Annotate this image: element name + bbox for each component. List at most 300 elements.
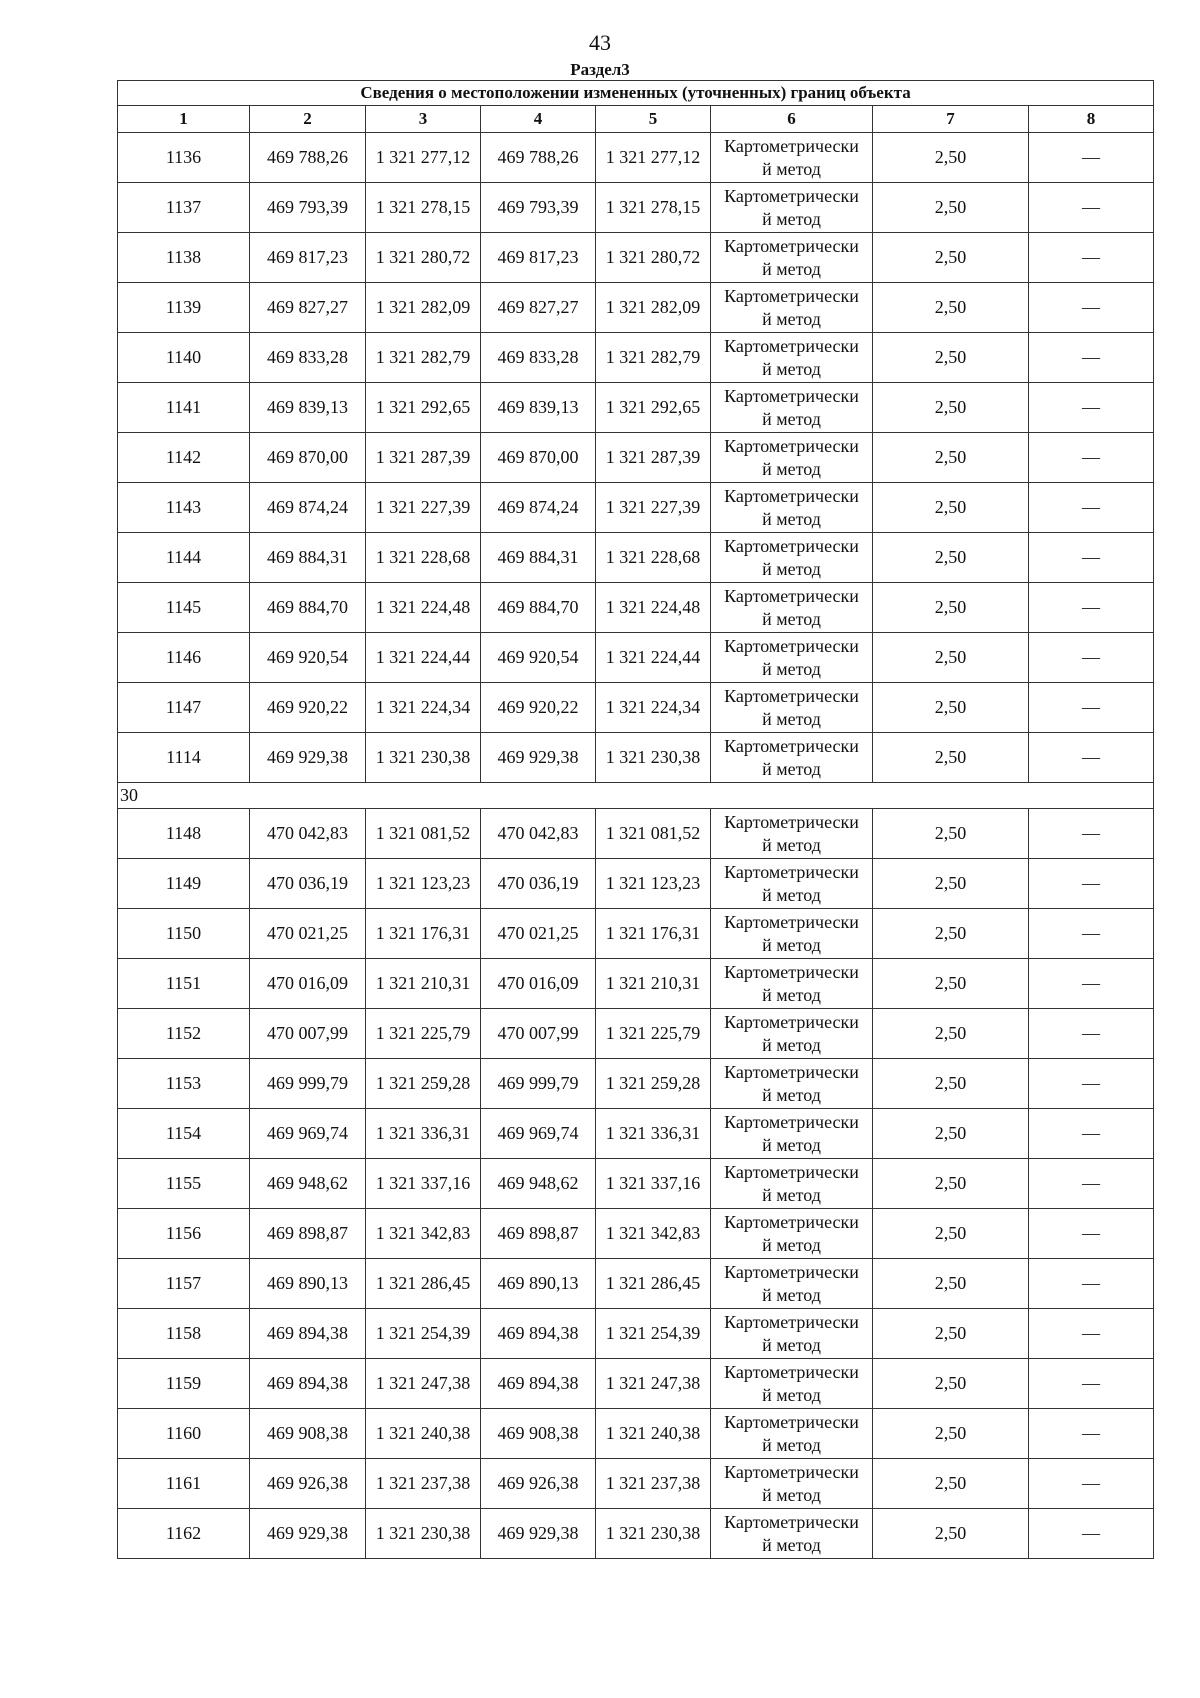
point-number: 1161 (118, 1459, 250, 1509)
accuracy-value: 2,50 (873, 183, 1029, 233)
method-text: Картометрически (724, 385, 859, 406)
method-text: Картометрически (724, 635, 859, 656)
y-coordinate-new: 1 321 224,48 (596, 583, 711, 633)
column-header: 3 (366, 106, 481, 133)
x-coordinate-new: 469 920,54 (481, 633, 596, 683)
accuracy-value: 2,50 (873, 283, 1029, 333)
description-cell: — (1029, 433, 1154, 483)
x-coordinate: 469 999,79 (250, 1059, 366, 1109)
x-coordinate-new: 469 788,26 (481, 133, 596, 183)
x-coordinate-new: 469 999,79 (481, 1059, 596, 1109)
column-header: 2 (250, 106, 366, 133)
y-coordinate: 1 321 286,45 (366, 1259, 481, 1309)
method-text: Картометрически (724, 1161, 859, 1182)
x-coordinate: 469 884,31 (250, 533, 366, 583)
method-cell (711, 1009, 873, 1059)
method-text: Картометрически (724, 485, 859, 506)
y-coordinate: 1 321 337,16 (366, 1159, 481, 1209)
description-cell: — (1029, 1159, 1154, 1209)
y-coordinate: 1 321 210,31 (366, 959, 481, 1009)
y-coordinate: 1 321 277,12 (366, 133, 481, 183)
description-cell: — (1029, 633, 1154, 683)
point-number: 1152 (118, 1009, 250, 1059)
y-coordinate: 1 321 176,31 (366, 909, 481, 959)
contour-number: 30 (118, 783, 1154, 809)
point-number: 1147 (118, 683, 250, 733)
method-text: Картометрически (724, 335, 859, 356)
y-coordinate-new: 1 321 224,44 (596, 633, 711, 683)
point-number: 1150 (118, 909, 250, 959)
description-cell: — (1029, 1509, 1154, 1559)
method-cell (711, 533, 873, 583)
method-text: Картометрически (724, 811, 859, 832)
accuracy-value: 2,50 (873, 133, 1029, 183)
method-text: й метод (762, 308, 821, 329)
y-coordinate-new: 1 321 224,34 (596, 683, 711, 733)
method-cell (711, 1309, 873, 1359)
method-cell (711, 859, 873, 909)
x-coordinate-new: 469 926,38 (481, 1459, 596, 1509)
method-text: й метод (762, 1434, 821, 1455)
method-cell (711, 1259, 873, 1309)
description-cell: — (1029, 383, 1154, 433)
table-row (118, 809, 1154, 859)
x-coordinate: 469 884,70 (250, 583, 366, 633)
accuracy-value: 2,50 (873, 683, 1029, 733)
method-text: й метод (762, 984, 821, 1005)
y-coordinate-new: 1 321 230,38 (596, 1509, 711, 1559)
point-number: 1141 (118, 383, 250, 433)
description-cell: — (1029, 533, 1154, 583)
column-header: 8 (1029, 106, 1154, 133)
method-text: Картометрически (724, 1461, 859, 1482)
accuracy-value: 2,50 (873, 233, 1029, 283)
x-coordinate: 469 908,38 (250, 1409, 366, 1459)
point-number: 1140 (118, 333, 250, 383)
method-cell (711, 1409, 873, 1459)
x-coordinate: 469 833,28 (250, 333, 366, 383)
y-coordinate-new: 1 321 176,31 (596, 909, 711, 959)
y-coordinate-new: 1 321 292,65 (596, 383, 711, 433)
accuracy-value: 2,50 (873, 583, 1029, 633)
description-cell: — (1029, 909, 1154, 959)
table-row (118, 233, 1154, 283)
coordinates-table (117, 80, 1154, 1559)
method-text: й метод (762, 608, 821, 629)
method-text: Картометрически (724, 961, 859, 982)
accuracy-value: 2,50 (873, 1409, 1029, 1459)
point-number: 1114 (118, 733, 250, 783)
description-cell: — (1029, 483, 1154, 533)
y-coordinate: 1 321 280,72 (366, 233, 481, 283)
point-number: 1160 (118, 1409, 250, 1459)
method-cell (711, 383, 873, 433)
point-number: 1154 (118, 1109, 250, 1159)
y-coordinate-new: 1 321 247,38 (596, 1359, 711, 1409)
point-number: 1143 (118, 483, 250, 533)
column-header-row (118, 106, 1154, 133)
y-coordinate: 1 321 254,39 (366, 1309, 481, 1359)
x-coordinate-new: 469 894,38 (481, 1359, 596, 1409)
method-text: Картометрически (724, 1511, 859, 1532)
table-row (118, 583, 1154, 633)
accuracy-value: 2,50 (873, 533, 1029, 583)
description-cell: — (1029, 1059, 1154, 1109)
method-text: й метод (762, 358, 821, 379)
table-row (118, 1159, 1154, 1209)
x-coordinate: 469 817,23 (250, 233, 366, 283)
method-cell (711, 233, 873, 283)
group-row (118, 783, 1154, 809)
method-text: й метод (762, 458, 821, 479)
method-text: й метод (762, 1384, 821, 1405)
description-cell: — (1029, 683, 1154, 733)
y-coordinate: 1 321 224,44 (366, 633, 481, 683)
description-cell: — (1029, 1259, 1154, 1309)
y-coordinate-new: 1 321 237,38 (596, 1459, 711, 1509)
method-cell (711, 183, 873, 233)
x-coordinate-new: 469 884,70 (481, 583, 596, 633)
x-coordinate: 469 890,13 (250, 1259, 366, 1309)
method-text: й метод (762, 208, 821, 229)
y-coordinate-new: 1 321 342,83 (596, 1209, 711, 1259)
section-title: Раздел3 (570, 60, 630, 79)
method-text: Картометрически (724, 1361, 859, 1382)
method-text: Картометрически (724, 535, 859, 556)
y-coordinate: 1 321 247,38 (366, 1359, 481, 1409)
table-row (118, 183, 1154, 233)
column-header: 1 (118, 106, 250, 133)
x-coordinate-new: 469 920,22 (481, 683, 596, 733)
accuracy-value: 2,50 (873, 1159, 1029, 1209)
method-text: й метод (762, 1534, 821, 1555)
method-cell (711, 483, 873, 533)
method-text: Картометрически (724, 585, 859, 606)
method-text: й метод (762, 158, 821, 179)
x-coordinate-new: 469 833,28 (481, 333, 596, 383)
y-coordinate-new: 1 321 254,39 (596, 1309, 711, 1359)
method-text: й метод (762, 508, 821, 529)
y-coordinate: 1 321 081,52 (366, 809, 481, 859)
accuracy-value: 2,50 (873, 483, 1029, 533)
accuracy-value: 2,50 (873, 1459, 1029, 1509)
y-coordinate-new: 1 321 337,16 (596, 1159, 711, 1209)
x-coordinate: 470 016,09 (250, 959, 366, 1009)
method-text: й метод (762, 1134, 821, 1155)
method-text: й метод (762, 1284, 821, 1305)
description-cell: — (1029, 1309, 1154, 1359)
y-coordinate: 1 321 282,79 (366, 333, 481, 383)
x-coordinate: 469 929,38 (250, 733, 366, 783)
table-row (118, 283, 1154, 333)
description-cell: — (1029, 1409, 1154, 1459)
y-coordinate: 1 321 237,38 (366, 1459, 481, 1509)
method-text: й метод (762, 884, 821, 905)
method-text: Картометрически (724, 285, 859, 306)
x-coordinate: 469 827,27 (250, 283, 366, 333)
method-cell (711, 333, 873, 383)
method-text: й метод (762, 658, 821, 679)
x-coordinate: 470 042,83 (250, 809, 366, 859)
table-row (118, 1209, 1154, 1259)
method-text: Картометрически (724, 1411, 859, 1432)
table-row (118, 909, 1154, 959)
x-coordinate-new: 469 793,39 (481, 183, 596, 233)
x-coordinate-new: 470 016,09 (481, 959, 596, 1009)
x-coordinate-new: 469 817,23 (481, 233, 596, 283)
table-row (118, 1309, 1154, 1359)
point-number: 1148 (118, 809, 250, 859)
description-cell: — (1029, 733, 1154, 783)
method-text: Картометрически (724, 861, 859, 882)
point-number: 1156 (118, 1209, 250, 1259)
x-coordinate-new: 470 036,19 (481, 859, 596, 909)
point-number: 1157 (118, 1259, 250, 1309)
point-number: 1137 (118, 183, 250, 233)
description-cell: — (1029, 333, 1154, 383)
x-coordinate-new: 469 874,24 (481, 483, 596, 533)
x-coordinate-new: 470 042,83 (481, 809, 596, 859)
x-coordinate: 469 788,26 (250, 133, 366, 183)
x-coordinate-new: 469 898,87 (481, 1209, 596, 1259)
x-coordinate: 469 894,38 (250, 1359, 366, 1409)
table-row (118, 633, 1154, 683)
point-number: 1139 (118, 283, 250, 333)
y-coordinate-new: 1 321 123,23 (596, 859, 711, 909)
method-cell (711, 1159, 873, 1209)
method-text: й метод (762, 708, 821, 729)
y-coordinate: 1 321 292,65 (366, 383, 481, 433)
method-text: й метод (762, 1084, 821, 1105)
accuracy-value: 2,50 (873, 1059, 1029, 1109)
description-cell: — (1029, 1459, 1154, 1509)
description-cell: — (1029, 233, 1154, 283)
x-coordinate-new: 469 890,13 (481, 1259, 596, 1309)
method-cell (711, 733, 873, 783)
accuracy-value: 2,50 (873, 1259, 1029, 1309)
x-coordinate: 469 926,38 (250, 1459, 366, 1509)
table-row (118, 1259, 1154, 1309)
description-cell: — (1029, 283, 1154, 333)
method-text: Картометрически (724, 1111, 859, 1132)
point-number: 1144 (118, 533, 250, 583)
y-coordinate-new: 1 321 282,79 (596, 333, 711, 383)
method-cell (711, 583, 873, 633)
method-text: й метод (762, 1484, 821, 1505)
point-number: 1136 (118, 133, 250, 183)
point-number: 1153 (118, 1059, 250, 1109)
method-text: Картометрически (724, 911, 859, 932)
accuracy-value: 2,50 (873, 1309, 1029, 1359)
method-text: Картометрически (724, 1211, 859, 1232)
y-coordinate-new: 1 321 278,15 (596, 183, 711, 233)
method-cell (711, 959, 873, 1009)
method-text: Картометрически (724, 1061, 859, 1082)
y-coordinate-new: 1 321 227,39 (596, 483, 711, 533)
point-number: 1158 (118, 1309, 250, 1359)
x-coordinate-new: 469 884,31 (481, 533, 596, 583)
x-coordinate-new: 469 894,38 (481, 1309, 596, 1359)
table-row (118, 1059, 1154, 1109)
y-coordinate: 1 321 342,83 (366, 1209, 481, 1259)
method-text: й метод (762, 1034, 821, 1055)
y-coordinate: 1 321 259,28 (366, 1059, 481, 1109)
method-text: й метод (762, 1234, 821, 1255)
method-text: й метод (762, 558, 821, 579)
description-cell: — (1029, 583, 1154, 633)
y-coordinate-new: 1 321 259,28 (596, 1059, 711, 1109)
x-coordinate: 469 898,87 (250, 1209, 366, 1259)
method-text: Картометрически (724, 1311, 859, 1332)
accuracy-value: 2,50 (873, 909, 1029, 959)
description-cell: — (1029, 1209, 1154, 1259)
y-coordinate: 1 321 278,15 (366, 183, 481, 233)
accuracy-value: 2,50 (873, 1209, 1029, 1259)
accuracy-value: 2,50 (873, 633, 1029, 683)
method-text: Картометрически (724, 1261, 859, 1282)
accuracy-value: 2,50 (873, 733, 1029, 783)
accuracy-value: 2,50 (873, 1009, 1029, 1059)
description-cell: — (1029, 1359, 1154, 1409)
description-cell: — (1029, 183, 1154, 233)
x-coordinate: 469 874,24 (250, 483, 366, 533)
x-coordinate: 469 894,38 (250, 1309, 366, 1359)
method-text: й метод (762, 934, 821, 955)
x-coordinate: 470 021,25 (250, 909, 366, 959)
x-coordinate-new: 469 948,62 (481, 1159, 596, 1209)
description-cell: — (1029, 859, 1154, 909)
point-number: 1159 (118, 1359, 250, 1409)
table-row (118, 1509, 1154, 1559)
method-cell (711, 683, 873, 733)
method-text: й метод (762, 1184, 821, 1205)
method-text: Картометрически (724, 435, 859, 456)
table-row (118, 383, 1154, 433)
point-number: 1149 (118, 859, 250, 909)
y-coordinate-new: 1 321 228,68 (596, 533, 711, 583)
table-row (118, 133, 1154, 183)
y-coordinate-new: 1 321 240,38 (596, 1409, 711, 1459)
table-row (118, 533, 1154, 583)
x-coordinate-new: 469 870,00 (481, 433, 596, 483)
x-coordinate: 469 793,39 (250, 183, 366, 233)
method-text: й метод (762, 758, 821, 779)
y-coordinate: 1 321 336,31 (366, 1109, 481, 1159)
y-coordinate: 1 321 240,38 (366, 1409, 481, 1459)
y-coordinate-new: 1 321 336,31 (596, 1109, 711, 1159)
description-cell: — (1029, 1109, 1154, 1159)
y-coordinate: 1 321 287,39 (366, 433, 481, 483)
accuracy-value: 2,50 (873, 1109, 1029, 1159)
description-cell: — (1029, 133, 1154, 183)
x-coordinate-new: 469 929,38 (481, 733, 596, 783)
table-row (118, 1359, 1154, 1409)
x-coordinate-new: 469 827,27 (481, 283, 596, 333)
method-text: Картометрически (724, 235, 859, 256)
y-coordinate: 1 321 227,39 (366, 483, 481, 533)
y-coordinate-new: 1 321 277,12 (596, 133, 711, 183)
x-coordinate: 470 036,19 (250, 859, 366, 909)
accuracy-value: 2,50 (873, 433, 1029, 483)
point-number: 1151 (118, 959, 250, 1009)
y-coordinate-new: 1 321 282,09 (596, 283, 711, 333)
accuracy-value: 2,50 (873, 333, 1029, 383)
accuracy-value: 2,50 (873, 809, 1029, 859)
method-cell (711, 1209, 873, 1259)
table-row (118, 859, 1154, 909)
y-coordinate: 1 321 230,38 (366, 733, 481, 783)
x-coordinate: 469 920,22 (250, 683, 366, 733)
method-cell (711, 1059, 873, 1109)
column-header: 6 (711, 106, 873, 133)
table-caption: Сведения о местоположении измененных (уточненных) границ объекта (118, 81, 1154, 106)
y-coordinate: 1 321 224,34 (366, 683, 481, 733)
method-text: Картометрически (724, 185, 859, 206)
column-header: 5 (596, 106, 711, 133)
accuracy-value: 2,50 (873, 1509, 1029, 1559)
point-number: 1155 (118, 1159, 250, 1209)
y-coordinate: 1 321 123,23 (366, 859, 481, 909)
point-number: 1145 (118, 583, 250, 633)
table-row (118, 733, 1154, 783)
y-coordinate-new: 1 321 230,38 (596, 733, 711, 783)
method-text: й метод (762, 258, 821, 279)
table-row (118, 1009, 1154, 1059)
x-coordinate: 469 929,38 (250, 1509, 366, 1559)
table-row (118, 1109, 1154, 1159)
column-header: 4 (481, 106, 596, 133)
y-coordinate: 1 321 282,09 (366, 283, 481, 333)
method-cell (711, 1509, 873, 1559)
page-number: 43 (589, 30, 611, 55)
method-cell (711, 133, 873, 183)
y-coordinate: 1 321 230,38 (366, 1509, 481, 1559)
method-text: й метод (762, 1334, 821, 1355)
y-coordinate-new: 1 321 286,45 (596, 1259, 711, 1309)
table-row (118, 1459, 1154, 1509)
x-coordinate-new: 469 929,38 (481, 1509, 596, 1559)
method-text: й метод (762, 834, 821, 855)
x-coordinate-new: 470 007,99 (481, 1009, 596, 1059)
x-coordinate: 469 870,00 (250, 433, 366, 483)
column-header: 7 (873, 106, 1029, 133)
description-cell: — (1029, 809, 1154, 859)
x-coordinate-new: 469 969,74 (481, 1109, 596, 1159)
x-coordinate-new: 470 021,25 (481, 909, 596, 959)
table-body (118, 133, 1154, 1559)
y-coordinate: 1 321 225,79 (366, 1009, 481, 1059)
method-text: Картометрически (724, 685, 859, 706)
table-row (118, 433, 1154, 483)
accuracy-value: 2,50 (873, 1359, 1029, 1409)
method-cell (711, 909, 873, 959)
x-coordinate-new: 469 908,38 (481, 1409, 596, 1459)
y-coordinate: 1 321 224,48 (366, 583, 481, 633)
y-coordinate-new: 1 321 225,79 (596, 1009, 711, 1059)
table-row (118, 333, 1154, 383)
x-coordinate: 469 839,13 (250, 383, 366, 433)
method-cell (711, 809, 873, 859)
point-number: 1162 (118, 1509, 250, 1559)
method-cell (711, 633, 873, 683)
method-text: Картометрически (724, 135, 859, 156)
y-coordinate-new: 1 321 081,52 (596, 809, 711, 859)
method-cell (711, 433, 873, 483)
y-coordinate: 1 321 228,68 (366, 533, 481, 583)
table-row (118, 1409, 1154, 1459)
point-number: 1146 (118, 633, 250, 683)
y-coordinate-new: 1 321 280,72 (596, 233, 711, 283)
